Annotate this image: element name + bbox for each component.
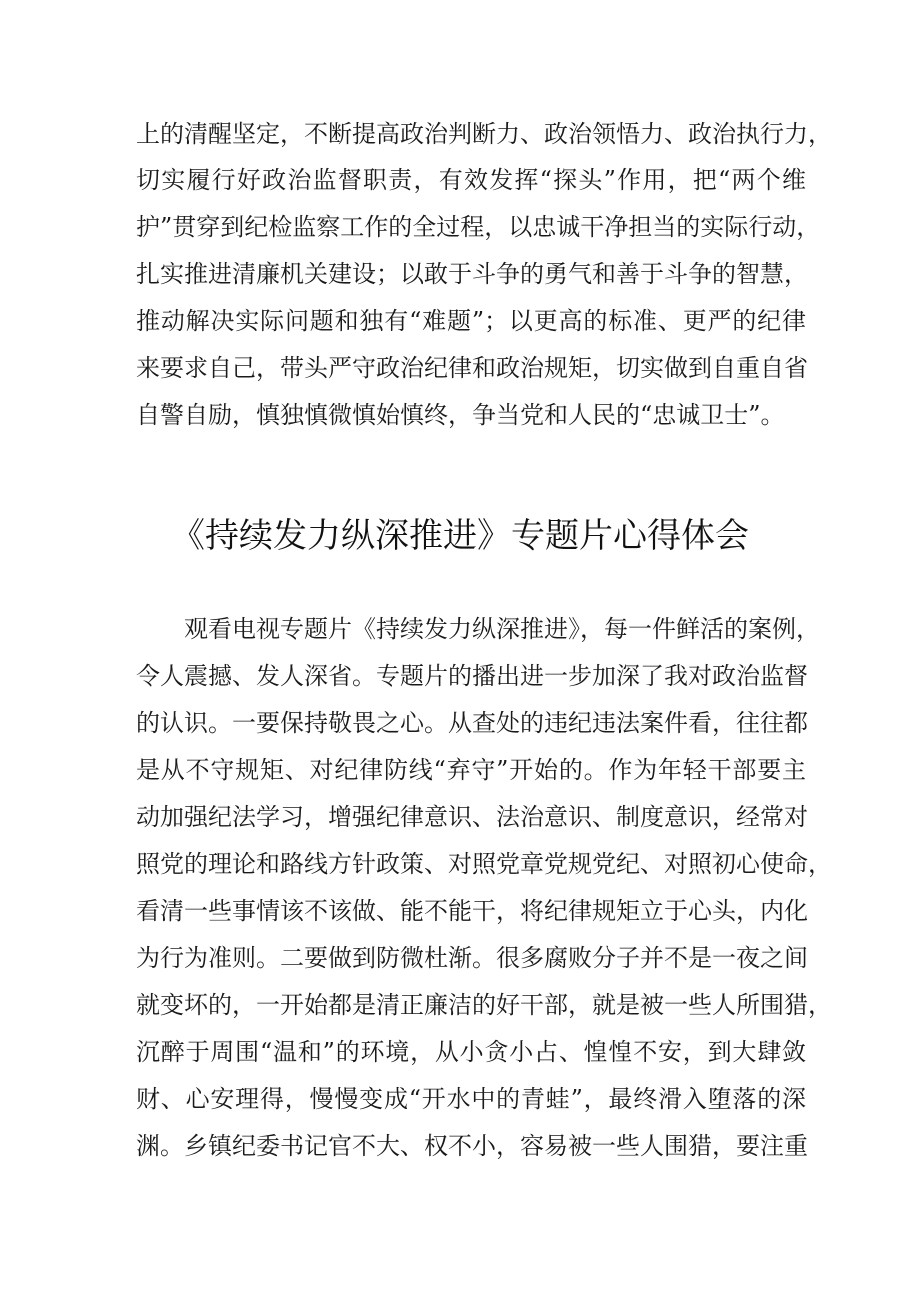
paragraph-line: 看清一些事情该不该做、能不能干，将纪律规矩立于心头，内化 — [136, 897, 808, 925]
paragraph-line: 自警自励，慎独慎微慎始慎终，争当党和人民的“忠诚卫士”。 — [136, 401, 785, 429]
article-title: 《持续发力纵深推进》专题片心得体会 — [171, 516, 749, 556]
paragraph-line: 观看电视专题片《持续发力纵深推进》，每一件鲜活的案例， — [184, 615, 820, 643]
paragraph-line: 动加强纪法学习，增强纪律意识、法治意识、制度意识，经常对 — [136, 803, 808, 831]
paragraph-line: 上的清醒坚定，不断提高政治判断力、政治领悟力、政治执行力， — [136, 120, 832, 148]
paragraph-line: 为行为准则。二要做到防微杜渐。很多腐败分子并不是一夜之间 — [136, 944, 808, 972]
paragraph-line: 照党的理论和路线方针政策、对照党章党规党纪、对照初心使命， — [136, 850, 832, 878]
paragraph-line: 扎实推进清廉机关建设；以敢于斗争的勇气和善于斗争的智慧， — [136, 260, 808, 288]
paragraph-line: 来要求自己，带头严守政治纪律和政治规矩，切实做到自重自省 — [136, 354, 808, 382]
paragraph-line: 护”贯穿到纪检监察工作的全过程，以忠诚干净担当的实际行动， — [136, 213, 821, 241]
paragraph-line: 渊。乡镇纪委书记官不大、权不小，容易被一些人围猎，要注重 — [136, 1132, 808, 1160]
paragraph-line: 财、心安理得，慢慢变成“开水中的青蛙”，最终滑入堕落的深 — [136, 1085, 806, 1113]
paragraph-line: 就变坏的，一开始都是清正廉洁的好干部，就是被一些人所围猎， — [136, 991, 832, 1019]
paragraph-line: 切实履行好政治监督职责，有效发挥“探头”作用，把“两个维 — [136, 166, 806, 194]
paragraph-line: 是从不守规矩、对纪律防线“弃守”开始的。作为年轻干部要主 — [136, 756, 806, 784]
paragraph-line: 令人震撼、发人深省。专题片的播出进一步加深了我对政治监督 — [136, 662, 808, 690]
paragraph-line: 的认识。一要保持敬畏之心。从查处的违纪违法案件看，往往都 — [136, 709, 808, 737]
paragraph-line: 沉醉于周围“温和”的环境，从小贪小占、惶惶不安，到大肆敛 — [136, 1038, 806, 1066]
paragraph-line: 推动解决实际问题和独有“难题”；以更高的标准、更严的纪律 — [136, 307, 806, 335]
